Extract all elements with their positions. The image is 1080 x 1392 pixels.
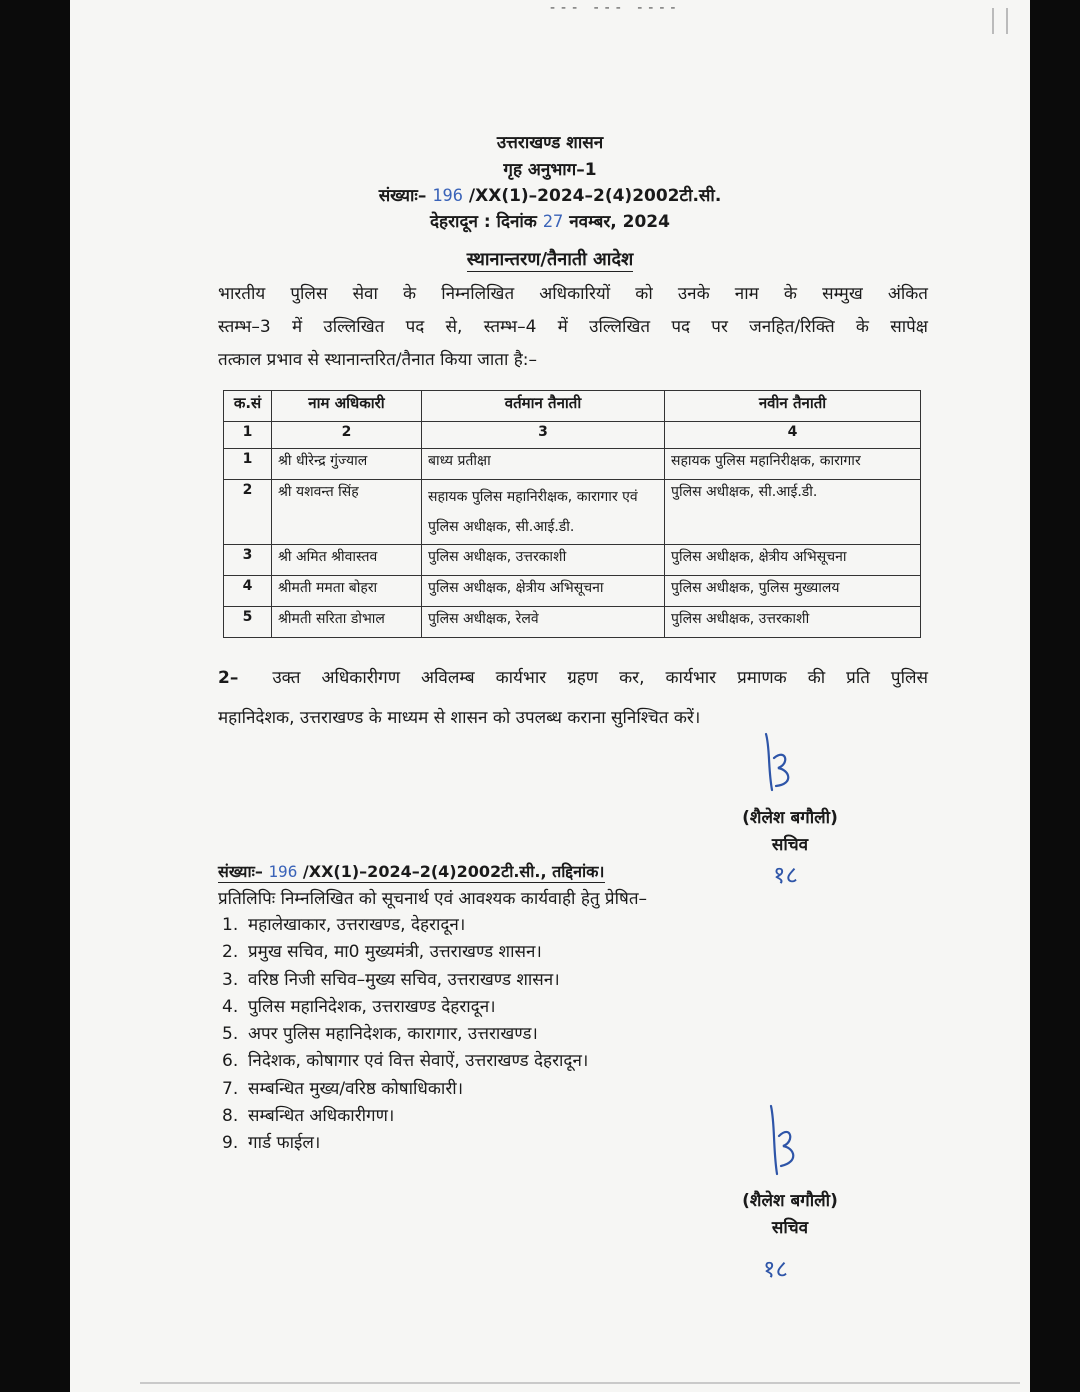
list-item: 3. वरिष्ठ निजी सचिव–मुख्य सचिव, उत्तराखण्ड शासन। — [222, 969, 560, 990]
table-row: 4 श्रीमती ममता बोहरा पुलिस अधीक्षक, क्षेत्रीय अभिसूचना पुलिस अधीक्षक, पुलिस मुख्यालय — [224, 576, 921, 607]
distribution-list — [222, 912, 588, 1158]
reference-number: संख्याः– 196 /XX(1)–2024–2(4)2002टी.सी. — [378, 186, 722, 206]
scan-mark: ‐‐‐ ‐‐‐ ‐‐‐‐ — [550, 0, 682, 16]
signatory-designation: सचिव — [771, 1218, 809, 1238]
signatory-name: (शैलेश बगौली) — [742, 808, 838, 828]
list-item: 6. निदेशक, कोषागार एवं वित्त सेवाऐं, उत्तराखण्ड देहरादून। — [222, 1051, 589, 1072]
handwritten-initials: १८ — [773, 861, 798, 889]
list-item: 7. सम्बन्धित मुख्य/वरिष्ठ कोषाधिकारी। — [222, 1078, 464, 1099]
table-row: 1 श्री धीरेन्द्र गुंज्याल बाध्य प्रतीक्षा सहायक पुलिस महानिरीक्षक, कारागार — [224, 449, 921, 480]
intro-paragraph: भारतीय पुलिस सेवा के निम्नलिखित अधिकारियों को उनके नाम के सम्मुख अंकित स्तम्भ–3 में उल्लिखित पद से, स्तम्भ–4 में उल्लिखित पद पर जनहित/रिक्ति के सापेक्ष तत्काल प्रभाव से स्थानान्तरित/तैनात किया जाता है:– — [218, 284, 928, 370]
list-item: 5. अपर पुलिस महानिदेशक, कारागार, उत्तराखण्ड। — [222, 1024, 538, 1045]
copy-reference-number: संख्याः– 196 /XX(1)–2024–2(4)2002टी.सी., तद्दिनांक। — [218, 862, 605, 881]
table-header-row — [224, 391, 921, 422]
page-edge-line — [140, 1382, 1020, 1384]
handwritten-ref-number: 196 — [268, 862, 298, 881]
list-item: 1. महालेखाकार, उत्तराखण्ड, देहरादून। — [222, 915, 466, 935]
table-row: 2 श्री यशवन्त सिंह सहायक पुलिस महानिरीक्षक, कारागार एवं पुलिस अधीक्षक, सी.आई.डी. पुलिस अधीक्षक, सी.आई.डी. — [224, 480, 921, 545]
order-title: स्थानान्तरण/तैनाती आदेश — [466, 249, 634, 270]
list-item: 8. सम्बन्धित अधिकारीगण। — [222, 1106, 395, 1127]
handwritten-initials: १८ — [763, 1255, 788, 1283]
header-sn: क.सं — [224, 391, 272, 422]
scan-edge-mark — [992, 8, 1008, 34]
department-name: गृह अनुभाग–1 — [503, 160, 597, 180]
paragraph-number: 2– — [218, 668, 239, 688]
signatory-designation: सचिव — [771, 835, 809, 855]
transfer-table — [223, 390, 921, 638]
table-row: 3 श्री अमित श्रीवास्तव पुलिस अधीक्षक, उत्तरकाशी पुलिस अधीक्षक, क्षेत्रीय अभिसूचना — [224, 545, 921, 576]
list-item: 2. प्रमुख सचिव, मा0 मुख्यमंत्री, उत्तराखण्ड शासन। — [222, 942, 542, 963]
signature-mark — [765, 1100, 815, 1180]
header-name: नाम अधिकारी — [272, 391, 422, 422]
handwritten-ref-number: 196 — [432, 186, 463, 206]
signatory-name: (शैलेश बगौली) — [742, 1191, 838, 1211]
list-item: 9. गार्ड फाईल। — [222, 1133, 321, 1154]
signature-mark — [760, 728, 810, 798]
list-item: 4. पुलिस महानिदेशक, उत्तराखण्ड देहरादून। — [222, 996, 496, 1017]
government-name: उत्तराखण्ड शासन — [496, 133, 604, 153]
paragraph-2: 2– उक्त अधिकारीगण अविलम्ब कार्यभार ग्रहण कर, कार्यभार प्रमाणक की प्रति पुलिस महानिदेशक, उत्तराखण्ड के माध्यम से शासन को उपलब्ध कराना सुनिश्चित करें। — [218, 668, 928, 728]
table-row: 5 श्रीमती सरिता डोभाल पुलिस अधीक्षक, रेलवे पुलिस अधीक्षक, उत्तरकाशी — [224, 607, 921, 638]
place-date: देहरादून : दिनांक 27 नवम्बर, 2024 — [430, 212, 670, 232]
document-page — [70, 0, 1030, 1392]
copy-intro: प्रतिलिपिः निम्नलिखित को सूचनार्थ एवं आवश्यक कार्यवाही हेतु प्रेषित– — [218, 889, 648, 909]
table-column-number-row: 1 2 3 4 — [224, 422, 921, 449]
handwritten-date-day: 27 — [542, 212, 564, 232]
header-current-posting: वर्तमान तैनाती — [422, 391, 665, 422]
header-new-posting: नवीन तैनाती — [665, 391, 921, 422]
